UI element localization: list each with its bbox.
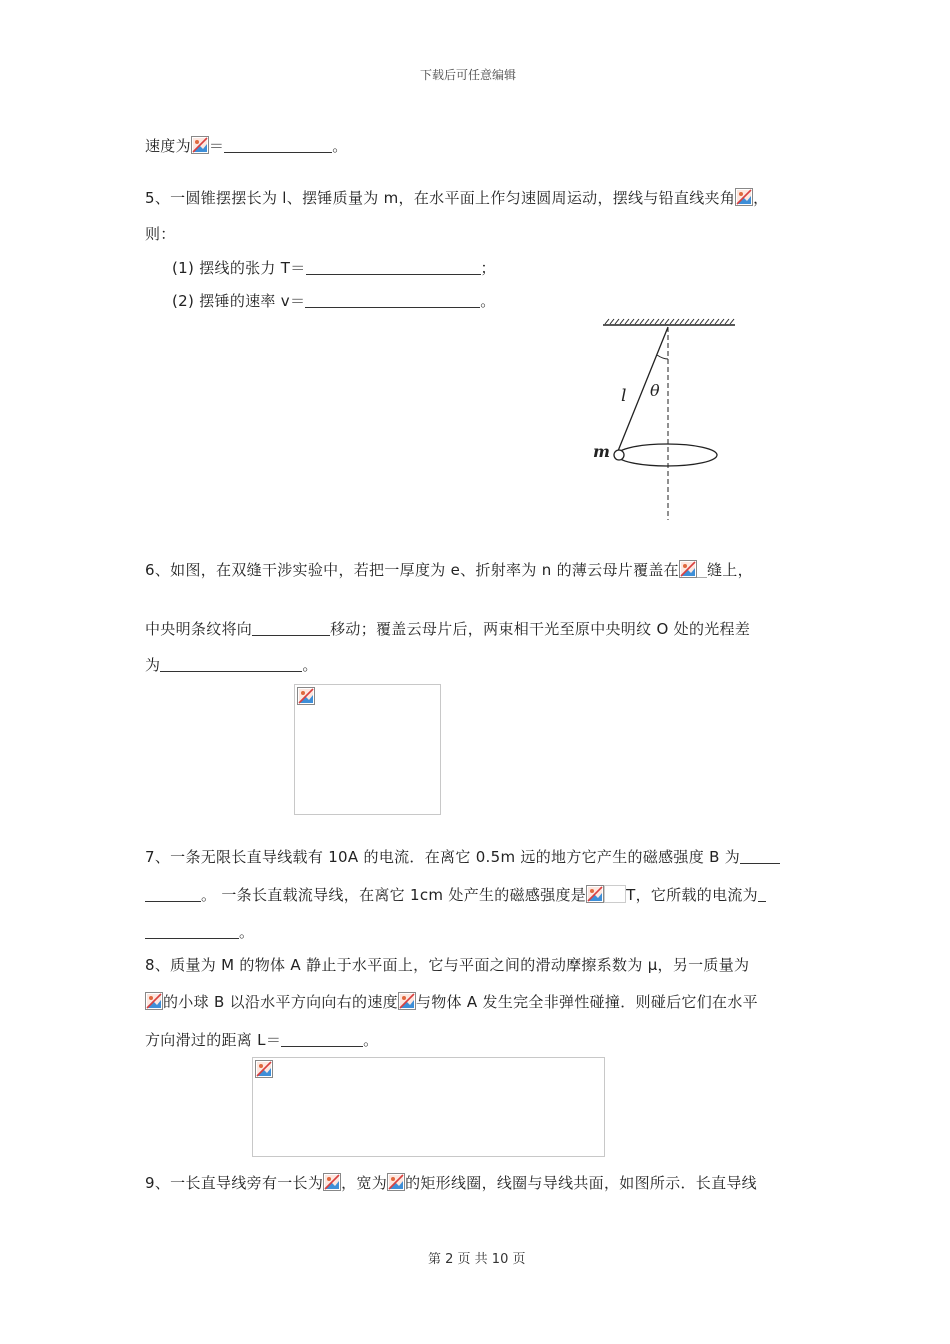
q8-text-a: 的小球 B 以沿水平方向向右的速度 bbox=[163, 993, 398, 1011]
q6-figure-placeholder bbox=[294, 684, 441, 815]
q8-text-b: 与物体 A 发生完全非弹性碰撞．则碰后它们在水平 bbox=[415, 993, 758, 1011]
angle-arc bbox=[657, 355, 668, 359]
period: 。 bbox=[332, 137, 348, 155]
pendulum-bob bbox=[614, 450, 624, 460]
formula-image-icon bbox=[191, 136, 209, 154]
q5-sub2 bbox=[172, 291, 496, 311]
label-l: l bbox=[621, 386, 627, 406]
image-placeholder-icon bbox=[297, 687, 315, 705]
q6-line1 bbox=[145, 560, 753, 580]
answer-blank bbox=[740, 849, 780, 864]
q6-line3 bbox=[145, 655, 318, 675]
answer-blank bbox=[145, 887, 201, 902]
q9-text-b: ，宽为 bbox=[341, 1174, 388, 1192]
q6-line2 bbox=[145, 619, 750, 639]
velocity-image-icon bbox=[398, 992, 416, 1010]
width-image-icon bbox=[387, 1173, 405, 1191]
q5-line1 bbox=[145, 188, 768, 208]
equals-sign: ＝ bbox=[208, 137, 225, 155]
q7-text-c: T，它所载的电流为 bbox=[626, 886, 758, 904]
slit-image-icon bbox=[679, 560, 707, 578]
q6-text-e: 为 bbox=[145, 656, 161, 674]
q8-line2 bbox=[145, 992, 758, 1012]
period: 。 bbox=[302, 656, 318, 674]
speed-line bbox=[145, 136, 348, 156]
q8-text-c: 方向滑过的距离 L＝ bbox=[145, 1031, 282, 1049]
semicolon: ； bbox=[480, 259, 496, 277]
answer-blank bbox=[160, 657, 302, 672]
q8-line3 bbox=[145, 1030, 378, 1050]
q5-sub1 bbox=[172, 258, 496, 278]
mass-image-icon bbox=[145, 992, 163, 1010]
q9-text-c: 的矩形线圈，线圈与导线共面，如图所示．长直导线 bbox=[405, 1174, 757, 1192]
page-header: 下载后可任意编辑 bbox=[420, 68, 517, 82]
formula-image-icon bbox=[586, 885, 626, 903]
answer-blank bbox=[306, 260, 481, 275]
answer-blank bbox=[224, 138, 332, 153]
period: 。 bbox=[239, 923, 255, 941]
circular-path bbox=[617, 444, 717, 466]
q8-line1: 8、质量为 M 的物体 A 静止于水平面上，它与平面之间的滑动摩擦系数为 μ，另一质量为 bbox=[145, 956, 750, 974]
period: 。 bbox=[363, 1031, 379, 1049]
label-m: m bbox=[593, 442, 610, 461]
q8-figure-placeholder bbox=[252, 1057, 605, 1157]
q5-sub2-label: (2) 摆锤的速率 v＝ bbox=[172, 292, 306, 310]
page-footer: 第 2 页 共 10 页 bbox=[428, 1252, 526, 1267]
q7-line1 bbox=[145, 847, 780, 867]
answer-blank bbox=[281, 1032, 363, 1047]
q7-line2 bbox=[145, 885, 766, 905]
q5-sub1-label: (1) 摆线的张力 T＝ bbox=[172, 259, 306, 277]
length-image-icon bbox=[323, 1173, 341, 1191]
q6-text-b: 缝上， bbox=[707, 561, 753, 579]
period: 。 bbox=[480, 292, 496, 310]
answer-blank bbox=[145, 924, 239, 939]
q5-comma: ， bbox=[753, 189, 769, 207]
q7-line3 bbox=[145, 922, 254, 942]
ceiling-hatching bbox=[605, 319, 734, 324]
q6-text-d: 移动；覆盖云母片后，两束相干光至原中央明纹 O 处的光程差 bbox=[330, 620, 751, 638]
q6-text-a: 6、如图，在双缝干涉实验中，若把一厚度为 e、折射率为 n 的薄云母片覆盖在 bbox=[145, 561, 679, 579]
q9-line1 bbox=[145, 1173, 757, 1193]
theta-image-icon bbox=[735, 188, 753, 206]
image-placeholder-icon bbox=[255, 1060, 273, 1078]
answer-blank bbox=[252, 621, 330, 636]
q9-text-a: 9、一长直导线旁有一长为 bbox=[145, 1174, 324, 1192]
conical-pendulum-figure bbox=[585, 315, 745, 525]
speed-prefix: 速度为 bbox=[145, 137, 191, 155]
q6-text-c: 中央明条纹将向 bbox=[145, 620, 253, 638]
label-theta: θ bbox=[650, 381, 660, 400]
q7-text-b: 。 一条长直载流导线，在离它 1cm 处产生的磁感强度是 bbox=[201, 886, 587, 904]
answer-blank bbox=[305, 293, 480, 308]
q5-text: 5、一圆锥摆摆长为 l、摆锤质量为 m，在水平面上作匀速圆周运动，摆线与铅直线夹角 bbox=[145, 189, 736, 207]
q7-text-a: 7、一条无限长直导线载有 10A 的电流．在离它 0.5m 远的地方它产生的磁感强度 B 为 bbox=[145, 848, 741, 866]
answer-blank bbox=[758, 887, 766, 902]
q5-then: 则： bbox=[145, 225, 176, 243]
